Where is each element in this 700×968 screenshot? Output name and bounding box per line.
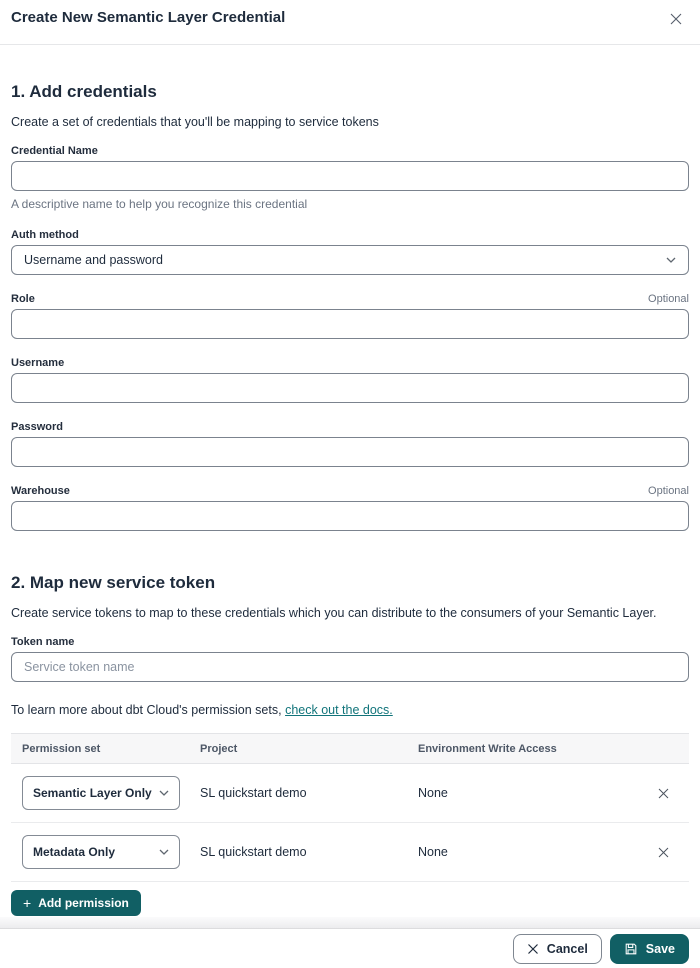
add-permission-label: Add permission (38, 896, 129, 910)
modal-header (0, 0, 700, 45)
auth-method-field-group (11, 229, 689, 275)
modal-footer (0, 929, 700, 968)
role-label: Role (11, 293, 35, 305)
role-optional-tag: Optional (648, 293, 689, 305)
column-header-permission-set: Permission set (22, 742, 101, 755)
credential-name-input[interactable] (11, 161, 689, 191)
remove-icon (657, 846, 670, 859)
plus-icon: + (23, 895, 32, 911)
username-label: Username (11, 357, 65, 369)
permission-set-select[interactable] (22, 835, 180, 869)
save-button[interactable] (610, 934, 689, 964)
chevron-down-icon (159, 790, 169, 796)
warehouse-optional-tag: Optional (648, 485, 689, 497)
section1-heading: 1. Add credentials (11, 82, 157, 101)
add-permission-button[interactable] (11, 890, 141, 916)
remove-permission-button[interactable] (655, 844, 672, 861)
project-cell: SL quickstart demo (200, 786, 307, 800)
modal-body (0, 45, 700, 917)
warehouse-label: Warehouse (11, 485, 70, 497)
credential-name-helper: A descriptive name to help you recognize this credential (11, 197, 308, 211)
section2-subtitle: Create service tokens to map to these credentials which you can distribute to the consumers of your Semantic Layer. (11, 606, 657, 620)
permissions-table (11, 733, 689, 882)
role-field-group (11, 293, 689, 339)
auth-method-selected-value: Username and password (24, 253, 163, 267)
chevron-down-icon (666, 257, 676, 263)
password-field-group (11, 421, 689, 467)
warehouse-field-group (11, 485, 689, 531)
docs-line-text: To learn more about dbt Cloud's permission sets, (11, 703, 286, 717)
cancel-x-icon (527, 943, 539, 955)
token-name-field-group (11, 636, 689, 682)
remove-permission-button[interactable] (655, 785, 672, 802)
remove-icon (657, 787, 670, 800)
save-label: Save (645, 941, 675, 956)
column-header-environment-write-access: Environment Write Access (418, 742, 557, 755)
table-row (11, 823, 689, 882)
close-button[interactable] (666, 9, 686, 29)
credential-name-label: Credential Name (11, 145, 98, 157)
auth-method-select[interactable] (11, 245, 689, 275)
modal-title: Create New Semantic Layer Credential (11, 9, 286, 26)
environment-write-access-cell: None (418, 786, 448, 800)
permission-set-selected-value: Semantic Layer Only (33, 786, 152, 800)
permissions-table-header (11, 734, 689, 764)
username-input[interactable] (11, 373, 689, 403)
permission-set-select[interactable] (22, 776, 180, 810)
password-input[interactable] (11, 437, 689, 467)
environment-write-access-cell: None (418, 845, 448, 859)
docs-link[interactable]: check out the docs. (285, 703, 393, 717)
permission-set-selected-value: Metadata Only (33, 845, 116, 859)
section1-subtitle: Create a set of credentials that you'll be mapping to service tokens (11, 115, 379, 129)
permission-sets-docs-line (11, 703, 689, 717)
username-field-group (11, 357, 689, 403)
token-name-label: Token name (11, 636, 75, 648)
cancel-label: Cancel (546, 941, 588, 956)
footer-divider-strip (0, 917, 700, 929)
cancel-button[interactable] (513, 934, 602, 964)
section2-heading: 2. Map new service token (11, 573, 216, 592)
project-cell: SL quickstart demo (200, 845, 307, 859)
chevron-down-icon (159, 849, 169, 855)
token-name-input[interactable] (11, 652, 689, 682)
role-input[interactable] (11, 309, 689, 339)
save-disk-icon (624, 942, 638, 956)
auth-method-label: Auth method (11, 229, 79, 241)
close-icon (668, 11, 684, 27)
column-header-project: Project (200, 742, 238, 755)
credential-name-field-group (11, 145, 689, 211)
password-label: Password (11, 421, 63, 433)
table-row (11, 764, 689, 823)
warehouse-input[interactable] (11, 501, 689, 531)
